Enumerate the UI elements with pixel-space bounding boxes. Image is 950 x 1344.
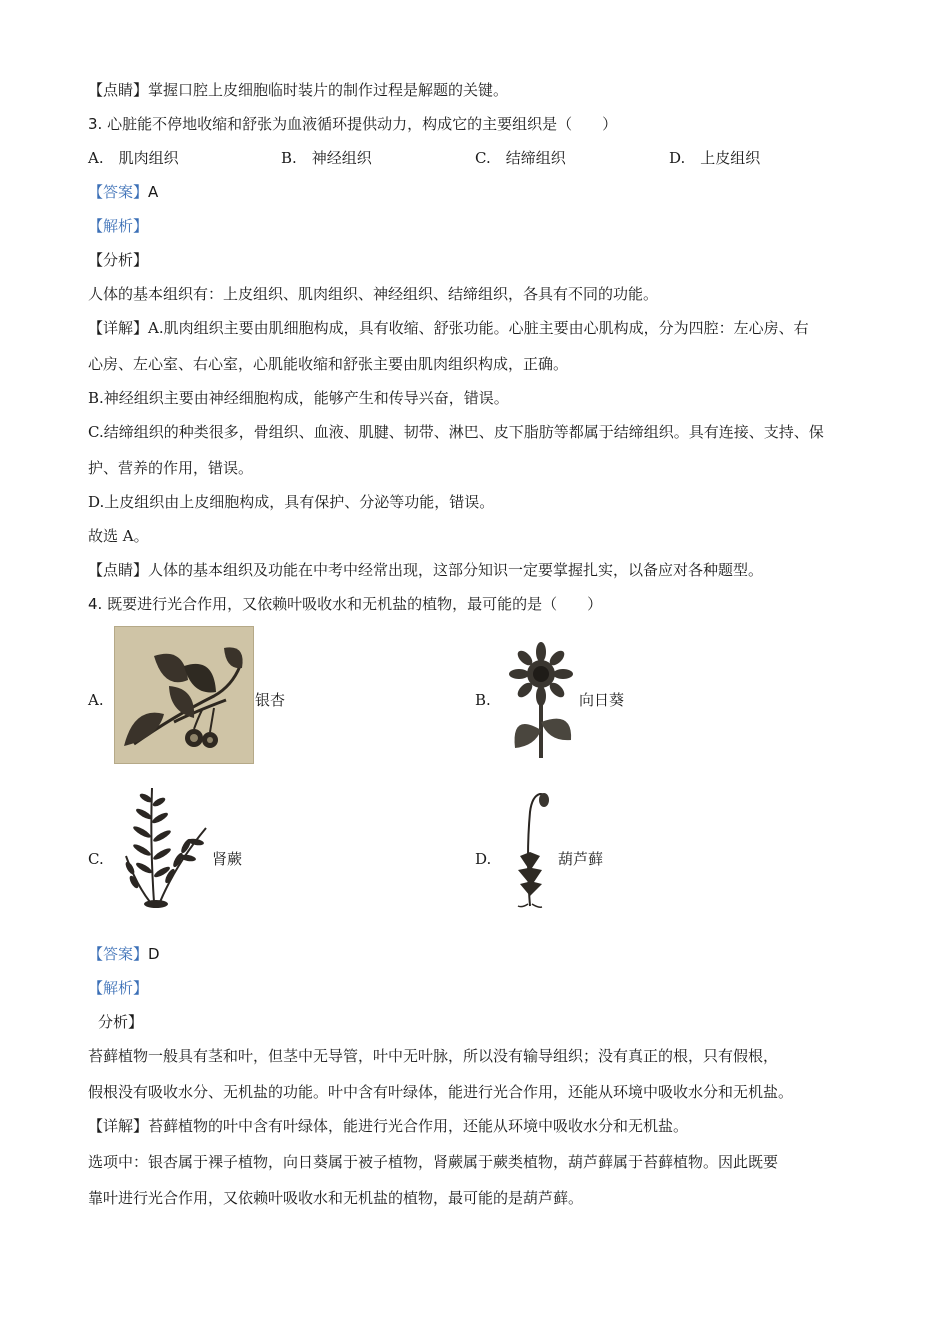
q4-option-d-name: 葫芦藓 (558, 850, 604, 868)
answer-value: A (148, 183, 159, 201)
q4-fenxi-tag: 分析】 (98, 1013, 144, 1031)
q4-jiexi-tag: 【解析】 (88, 979, 149, 997)
q3-analysis-text: 人体的基本组织有：上皮组织、肌肉组织、神经组织、结缔组织，各具有不同的功能。 (88, 285, 659, 303)
q3-detail-line-5: 护、营养的作用，错误。 (88, 459, 254, 477)
q4-option-b-name: 向日葵 (579, 691, 625, 709)
q4-option-c-letter: C. (88, 850, 104, 868)
q4-analysis-line-2: 假根没有吸收水分、无机盐的功能。叶中含有叶绿体，能进行光合作用，还能从环境中吸收水分和无机盐。 (88, 1083, 794, 1101)
q3-detail-line-1: 【详解】A.肌肉组织主要由肌细胞构成，具有收缩、舒张功能。心脏主要由心肌构成，分为四腔：左心房、右 (88, 319, 809, 337)
q3-detail-line-6: D.上皮组织由上皮细胞构成，具有保护、分泌等功能，错误。 (88, 493, 495, 511)
answer-tag: 【答案】 (88, 945, 149, 963)
q3-fenxi-tag: 【分析】 (88, 251, 149, 269)
q4-option-a-name: 银杏 (255, 691, 286, 709)
q4-option-d-letter: D. (475, 850, 492, 868)
q3-jiexi-tag: 【解析】 (88, 217, 149, 235)
q3-detail-line-3: B.神经组织主要由神经细胞构成，能够产生和传导兴奋，错误。 (88, 389, 509, 407)
q4-option-b-letter: B. (475, 691, 491, 709)
q3-choose-line: 故选 A。 (88, 527, 149, 545)
q4-analysis-line-1: 苔藓植物一般具有茎和叶，但茎中无导管，叶中无叶脉，所以没有输导组织；没有真正的根，只有假根， (88, 1047, 779, 1065)
q3-option-c: C. 结缔组织 (475, 149, 566, 167)
question-4-stem: 4. 既要进行光合作用，又依赖叶吸收水和无机盐的植物，最可能的是（ ） (88, 595, 603, 613)
dianjing-line: 【点睛】掌握口腔上皮细胞临时装片的制作过程是解题的关键。 (88, 81, 509, 99)
q4-option-a-letter: A. (88, 691, 104, 709)
q4-detail-line-2: 选项中：银杏属于裸子植物，向日葵属于被子植物，肾蕨属于蕨类植物，葫芦藓属于苔藓植物。因此既要 (88, 1153, 779, 1171)
moss-image (508, 786, 556, 912)
q3-dianjing-line: 【点睛】人体的基本组织及功能在中考中经常出现，这部分知识一定要掌握扎实，以备应对各种题型。 (88, 561, 764, 579)
q3-answer-line (88, 182, 158, 202)
answer-value: D (148, 945, 160, 963)
sunflower-image (505, 640, 580, 760)
q4-answer-line (88, 944, 160, 964)
q3-option-b: B. 神经组织 (281, 149, 372, 167)
q4-detail-line-1: 【详解】苔藓植物的叶中含有叶绿体，能进行光合作用，还能从环境中吸收水分和无机盐。 (88, 1117, 689, 1135)
answer-tag: 【答案】 (88, 183, 149, 201)
ginkgo-image (114, 626, 254, 764)
q4-detail-line-3: 靠叶进行光合作用，又依赖叶吸收水和无机盐的植物，最可能的是葫芦藓。 (88, 1189, 584, 1207)
q3-detail-line-2: 心房、左心室、右心室，心肌能收缩和舒张主要由肌肉组织构成，正确。 (88, 355, 569, 373)
q3-option-d: D. 上皮组织 (669, 149, 761, 167)
fern-image (120, 784, 212, 910)
q3-option-a: A. 肌肉组织 (88, 149, 179, 167)
q4-option-c-name: 肾蕨 (212, 850, 243, 868)
question-3-stem: 3. 心脏能不停地收缩和舒张为血液循环提供动力，构成它的主要组织是（ ） (88, 115, 618, 133)
q3-detail-line-4: C.结缔组织的种类很多，骨组织、血液、肌腱、韧带、淋巴、皮下脂肪等都属于结缔组织。具有连接、支持、保 (88, 423, 824, 441)
